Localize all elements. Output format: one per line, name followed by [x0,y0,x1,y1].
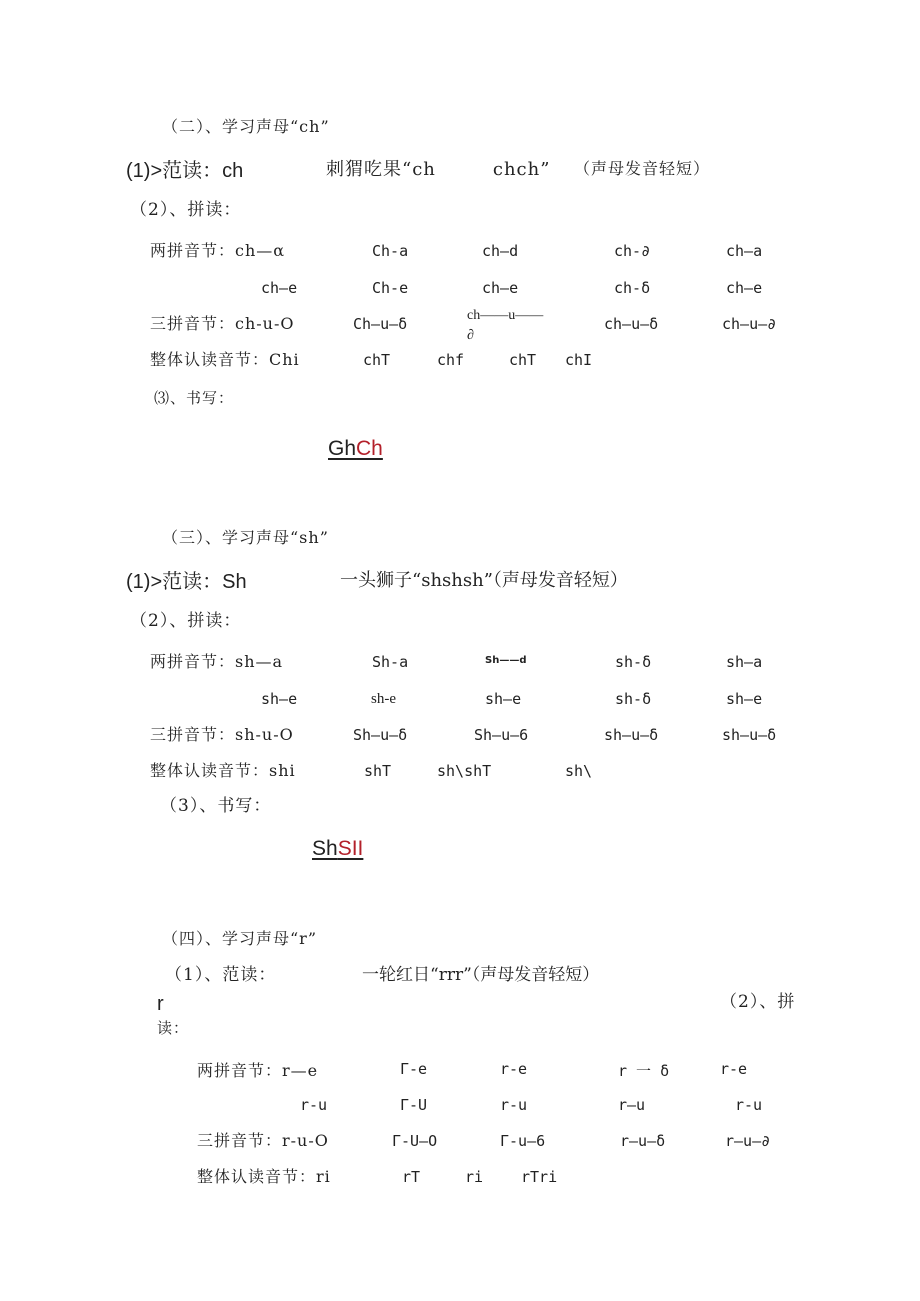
write-sample-ch [328,438,383,459]
reading-text-ch: 刺猬吃果“ch chch” [326,159,551,180]
reading-label-r: （1）、范读： [165,965,277,985]
syllable: chI [565,351,593,369]
syllable: ch-δ [614,279,651,297]
two-label-sh: 两拼音节：sh—a [150,652,284,671]
syllable: ch—d [482,242,519,260]
syllable: r—u—∂ [725,1132,771,1150]
syllable: Ch—u—δ [353,315,408,333]
syllable: Γ-u—6 [500,1132,546,1150]
syllable: chf [437,351,465,369]
syllable: r—u—δ [620,1132,666,1150]
syllable: sh-δ [615,690,652,708]
syllable: ch—u—∂ [722,315,777,333]
syllable: Sh——d [485,655,527,666]
syllable: sh-e [371,691,396,707]
whole-label-ch: 整体认读音节：Chi [150,350,300,369]
write-label-ch: ⑶、书写： [154,389,235,407]
syllable: ch-∂ [614,242,651,260]
syllable: Sh—u—6 [474,726,529,744]
write-label-sh: （3）、书写： [160,796,272,816]
syllable: sh—a [726,653,763,671]
syllable: Γ-U [400,1096,428,1114]
write-sample-sh [312,838,363,859]
syllable: rTri [521,1168,558,1186]
syllable: sh—e [726,690,763,708]
syllable: r-e [720,1060,748,1078]
write-red: SII [337,837,364,860]
syllable: Γ-e [400,1060,428,1078]
syllable: Ch-a [372,242,409,260]
syllable: Γ-U—O [392,1132,438,1150]
syllable: chT [363,351,391,369]
syllable: sh—e [485,690,522,708]
reading-text-r: 一轮红日“rrr”（声母发音轻短） [362,965,600,985]
heading-r: （四）、学习声母“r” [162,929,318,948]
two-label-ch: 两拼音节：ch—α [150,241,286,260]
whole-label-sh: 整体认读音节：shi [150,761,296,780]
syllable: sh—e [261,690,298,708]
reading-label-ch: (1)>范读：ch [126,160,244,182]
whole-label-r: 整体认读音节：ri [197,1167,331,1186]
syllable: Sh-a [372,653,409,671]
syllable: ri [465,1168,484,1186]
write-black: Sh [312,837,338,860]
reading-label-sh: (1)>范读：Sh [126,571,247,593]
syllable: sh\shT [437,762,492,780]
write-black: Gh [328,437,357,460]
syllable: chT [509,351,537,369]
syllable: shT [364,762,392,780]
syllable: r-u [735,1096,763,1114]
syllable: r-u [500,1096,528,1114]
syllable: ∂ [467,328,474,343]
three-label-ch: 三拼音节：ch-u-O [150,314,295,333]
syllable: sh—u—δ [604,726,659,744]
syllable: Sh—u—δ [353,726,408,744]
syllable: r-e [500,1060,528,1078]
syllable: ch—e [726,279,763,297]
syllable: r—u [618,1096,646,1114]
write-red: Ch [356,437,383,460]
three-label-sh: 三拼音节：sh-u-O [150,725,294,744]
syllable: sh-δ [615,653,652,671]
syllable: ch—e [482,279,519,297]
two-label-r: 两拼音节：r—e [197,1061,319,1080]
reading-text-sh: 一头狮子“shshsh”（声母发音轻短） [340,570,628,591]
syllable: sh—u—δ [722,726,777,744]
syllable: rT [402,1168,421,1186]
heading-sh: （三）、学习声母“sh” [162,528,329,547]
syllable: r 一 δ [618,1062,670,1080]
pinyin-label-ch: （2）、拼读： [130,200,242,220]
syllable: ch—u—δ [604,315,659,333]
syllable: sh\ [565,762,593,780]
pinyin-label-r: （2）、拼 [720,992,796,1012]
syllable: ch—e [261,279,298,297]
syllable: ch——u—— [467,308,544,323]
syllable: ch—a [726,242,763,260]
pinyin-label-r-cont: 读： [157,1019,190,1037]
pinyin-label-sh: （2）、拼读： [130,611,242,631]
heading-ch: （二）、学习声母“ch” [162,117,330,136]
syllable: Ch-e [372,279,409,297]
r-letter: r [157,993,164,1015]
three-label-r: 三拼音节：r-u-O [197,1131,329,1150]
reading-note-ch: （声母发音轻短） [574,159,711,178]
syllable: r-u [300,1096,328,1114]
